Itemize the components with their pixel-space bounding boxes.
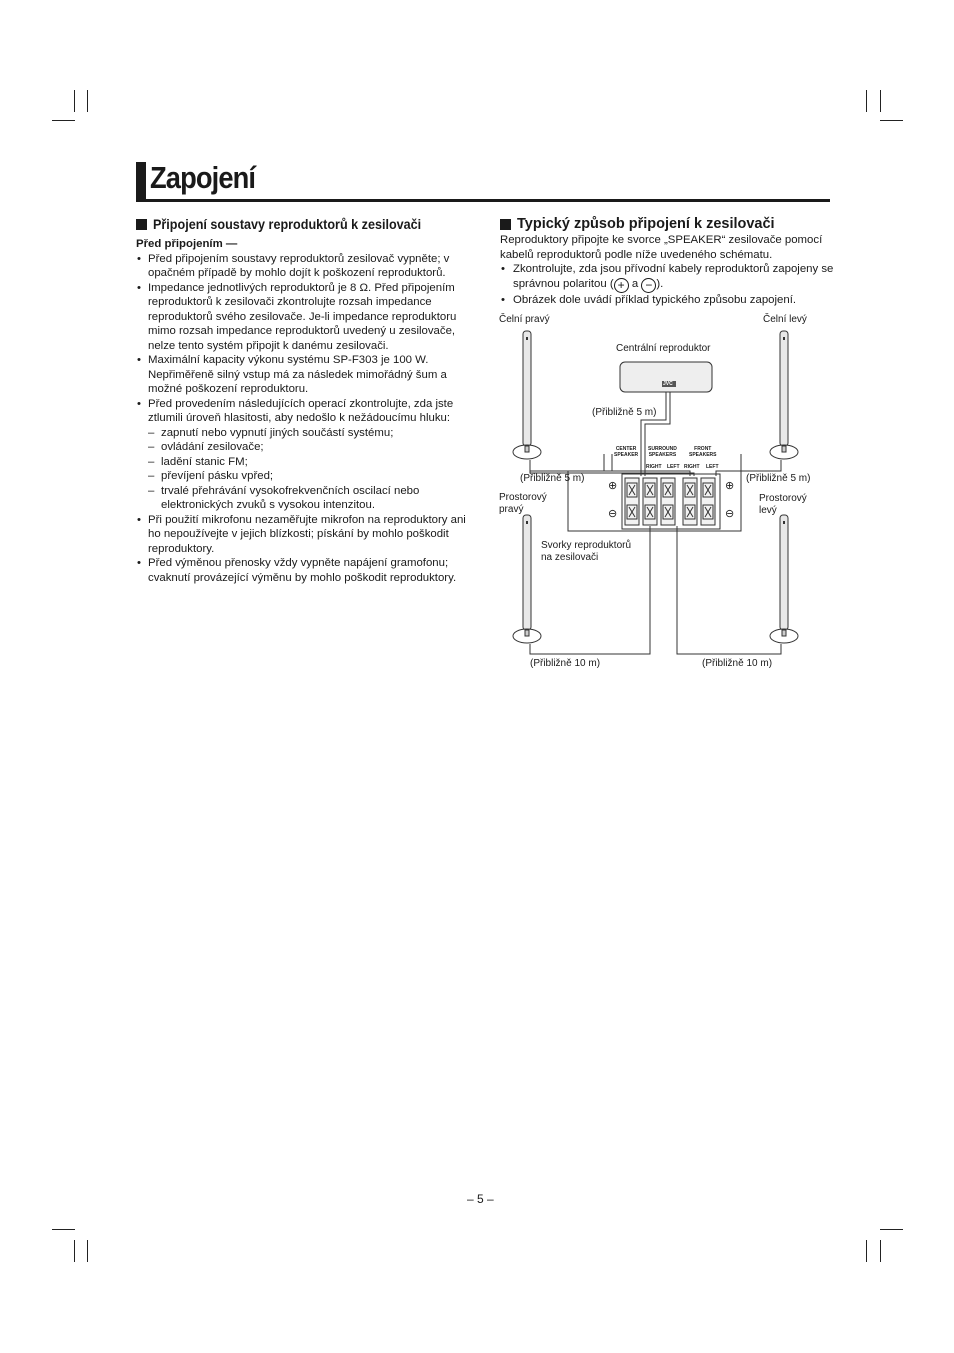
- label-10m-left: (Přibližně 10 m): [530, 658, 601, 669]
- surround-right-speaker: [513, 515, 541, 643]
- list-item: • Před připojením soustavy reproduktorů zesilovač vypněte; v opačném případě by mohlo dojít k poškození reproduktorů.: [136, 252, 476, 281]
- amp-surround-label: SURROUND SPEAKERS: [648, 446, 677, 458]
- list-item: – převíjení pásku vpřed;: [136, 469, 476, 484]
- list-item: – ladění stanic FM;: [136, 455, 476, 470]
- page-title: Zapojení: [150, 160, 256, 195]
- list-item: • Impedance jednotlivých reproduktorů je 8 Ω. Před připojením reproduktorů k zesilovači zkontrolujte rozsah impedance reproduktorů svého zesilovače. Je-li impedance reproduktoru mimo rozsah impedance reproduktorů uvedený u zesilovače, nelze tento systém připojit k danému zesilovači.: [136, 281, 476, 354]
- page-number: – 5 –: [467, 1192, 494, 1206]
- front-left-speaker: [770, 331, 798, 459]
- minus-icon: −: [641, 278, 656, 293]
- list-item: • Obrázek dole uvádí příklad typického způsobu zapojení.: [500, 293, 835, 308]
- list-item: • Maximální kapacity výkonu systému SP-F303 je 100 W. Nepřiměřeně silný vstup má za následek mimořádný šum a možné poškození reproduktoru.: [136, 353, 476, 397]
- amp-right-label: RIGHT: [684, 464, 700, 470]
- label-surround-left: Prostorový levý: [759, 493, 807, 516]
- amp-front-label: FRONT SPEAKERS: [689, 446, 717, 458]
- right-heading-text: Typický způsob připojení k zesilovači: [517, 216, 775, 232]
- label-center-distance: (Přibližně 5 m): [592, 407, 657, 418]
- intro-text: Reproduktory připojte ke svorce „SPEAKER“ zesilovače pomocí kabelů reproduktorů podle níže uvedeného schématu.: [500, 234, 823, 261]
- amp-left-label: LEFT: [706, 464, 719, 470]
- label-front-right: Čelní pravý: [499, 314, 550, 325]
- list-item: – trvalé přehrávání vysokofrekvenčních oscilací nebo elektronických zvuků s vysokou intenzitou.: [136, 484, 476, 513]
- label-10m-right: (Přibližně 10 m): [702, 658, 773, 669]
- amp-right-label: RIGHT: [646, 464, 662, 470]
- subheading: Před připojením —: [136, 238, 238, 250]
- amp-center-label: CENTER SPEAKER: [614, 446, 639, 458]
- label-center-speaker: Centrální reproduktor: [616, 343, 711, 354]
- surround-left-speaker: [770, 515, 798, 643]
- label-right-distance: (Přibližně 5 m): [746, 473, 811, 484]
- label-front-left: Čelní levý: [763, 314, 807, 325]
- list-item: • Před provedením následujících operací zkontrolujte, zda jste ztlumili úroveň hlasitosti, aby nedošlo k nežádoucímu hluku:: [136, 397, 476, 426]
- label-surround-right: Prostorový pravý: [499, 492, 547, 515]
- plus-icon: +: [614, 278, 629, 293]
- list-item: – ovládání zesilovače;: [136, 440, 476, 455]
- front-right-speaker: [513, 331, 541, 459]
- plus-icon: ⊕: [608, 480, 618, 492]
- list-item: • Při použití mikrofonu nezaměřujte mikrofon na reproduktory ani ho nepoužívejte v jejich blízkosti; pískání by mohlo poškodit reproduktory.: [136, 513, 476, 557]
- left-heading-text: Připojení soustavy reproduktorů k zesilovači: [153, 216, 422, 232]
- list-item: • Před výměnou přenosky vždy vypněte napájení gramofonu; cvaknutí provázející výměnu by mohlo poškodit reproduktory.: [136, 556, 476, 585]
- and-text: a: [628, 277, 642, 290]
- label-terminals: Svorky reproduktorů na zesilovači: [541, 540, 632, 563]
- plus-icon: ⊕: [725, 480, 735, 492]
- list-item: – zapnutí nebo vypnutí jiných součástí systému;: [136, 426, 476, 441]
- label-left-distance: (Přibližně 5 m): [520, 473, 585, 484]
- bullet-text: Zkontrolujte, zda jsou přívodní kabely reproduktorů zapojeny se správnou polaritou (: [513, 263, 834, 290]
- amp-left-label: LEFT: [667, 464, 680, 470]
- center-speaker: [620, 362, 712, 392]
- minus-icon: ⊖: [725, 508, 735, 520]
- bullet-end: ).: [656, 277, 664, 290]
- minus-icon: ⊖: [608, 508, 618, 520]
- center-speaker-logo: JVC: [663, 381, 673, 387]
